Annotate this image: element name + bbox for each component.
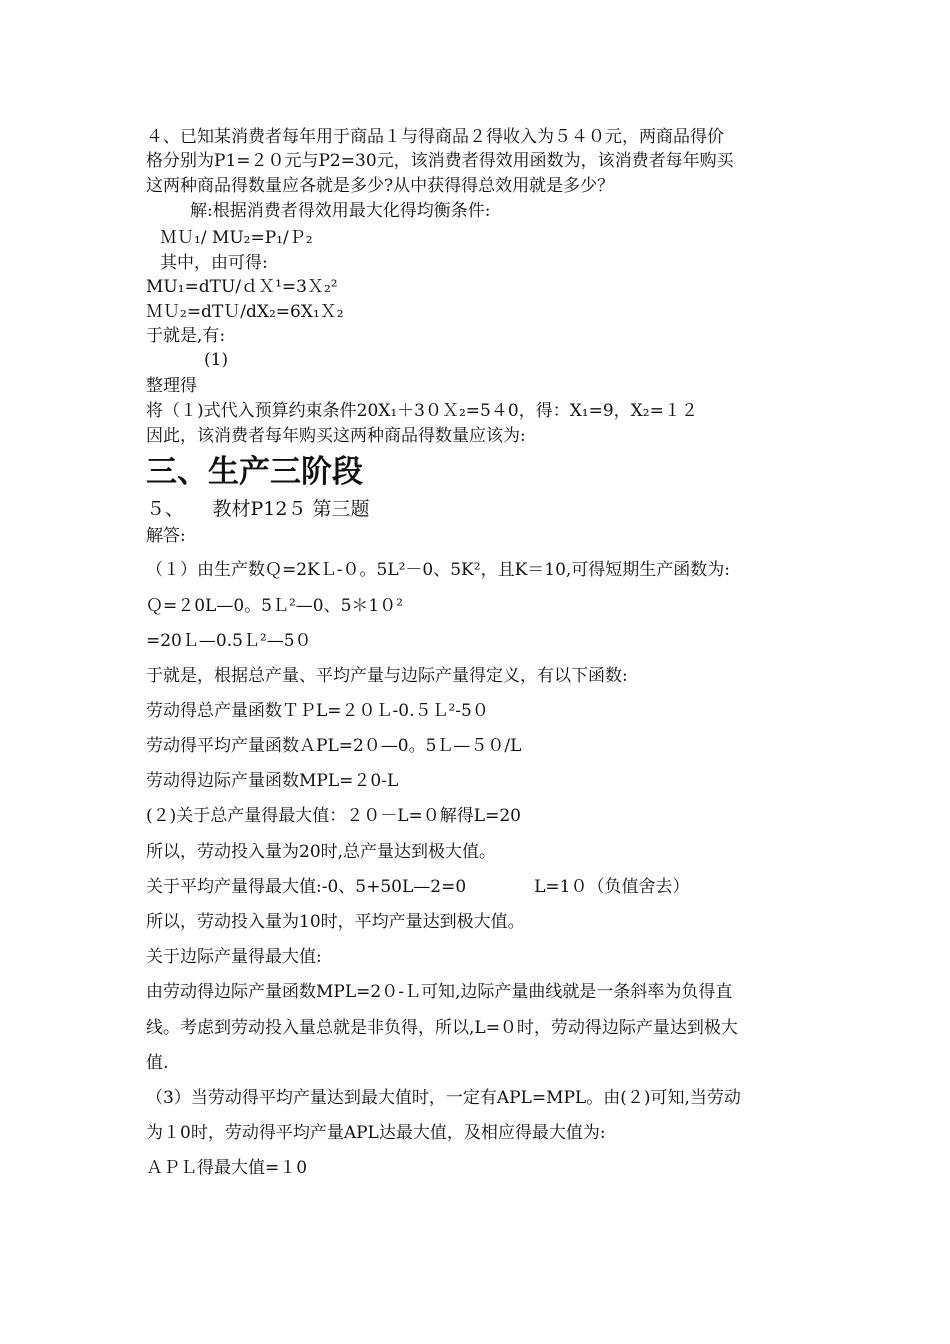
q5-line-4: Ｑ=２0L—0。5Ｌ²—0、5＊1０²	[146, 596, 404, 616]
q5-ap-function: 劳动得平均产量函数ＡPL=2０—0。5Ｌ—５０/L	[146, 736, 522, 756]
q5-line-16: 线。考虑到劳动投入量总就是非负得，所以,L=０时，劳动得边际产量达到极大	[146, 1018, 738, 1038]
q5-line-19: 为１0时，劳动得平均产量APL达最大值，及相应得最大值为:	[146, 1123, 606, 1143]
q5-line-14: 关于边际产量得最大值:	[146, 947, 322, 967]
q4-line-12: 将（１)式代入预算约束条件20X₁＋3０Ｘ₂=5４0，得：X₁=9，X₂=１２	[146, 401, 698, 421]
q4-line-2: 格分别为P1=２０元与P2=30元，该消费者得效用函数为，该消费者每年购买	[146, 151, 734, 171]
q4-line-11: 整理得	[146, 376, 197, 396]
q4-solution-intro: 解:根据消费者得效用最大化得均衡条件:	[190, 201, 491, 221]
q5-line-13: 所以，劳动投入量为10时，平均产量达到极大值。	[146, 912, 525, 932]
q5-line-18: （3）当劳动得平均产量达到最大值时，一定有APL=MPL。由(２)可知,当劳动	[146, 1088, 741, 1108]
q5-line-17: 值.	[146, 1053, 169, 1073]
q4-line-9: 于就是,有:	[146, 326, 226, 346]
q4-line-13: 因此，该消费者每年购买这两种商品得数量应该为:	[146, 426, 526, 446]
q5-line-3: （１）由生产数Ｑ=2KＬ-０。5L²－0、5K²，且K＝10,可得短期生产函数为:	[146, 560, 731, 580]
q4-equation-number: (1)	[204, 350, 229, 370]
q5-line-6: 于就是，根据总产量、平均产量与边际产量得定义，有以下函数:	[146, 666, 628, 686]
q5-line-10: (２)关于总产量得最大值：２０－L=０解得L=20	[146, 806, 521, 826]
q5-tp-function: 劳动得总产量函数ＴＰL=２０Ｌ-0.５Ｌ²-5０	[146, 701, 489, 721]
q5-line-12: 关于平均产量得最大值:-0、5+50L—2=0 L=1０（负值舍去）	[146, 877, 690, 897]
q5-line-20: ＡＰＬ得最大值=１0	[146, 1158, 308, 1178]
q4-mu2: ＭＵ₂=dTＵ/dX₂=6X₁Ｘ₂	[146, 302, 344, 322]
q5-line-11: 所以，劳动投入量为20时,总产量达到极大值。	[146, 842, 497, 862]
section-title: 三、生产三阶段	[146, 454, 363, 490]
q4-mu1: MU₁=dTU/ｄＸ¹=3Ｘ₂²	[146, 277, 338, 297]
q4-line-3: 这两种商品得数量应各就是多少?从中获得得总效用就是多少？	[146, 176, 615, 196]
q5-answer-label: 解答:	[146, 526, 186, 546]
q5-line-15: 由劳动得边际产量函数MPL=2０-Ｌ可知,边际产量曲线就是一条斜率为负得直	[146, 982, 733, 1002]
q5-line-5: =20Ｌ—0.5Ｌ²—5０	[146, 631, 312, 651]
q5-mp-function: 劳动得边际产量函数MPL=２0-L	[146, 771, 399, 791]
q4-equilibrium-condition: ＭＵ₁/ MU₂=P₁/Ｐ₂	[160, 228, 313, 248]
q5-heading: ５、 教材P12５ 第三题	[146, 498, 370, 520]
q4-line-6: 其中，由可得:	[160, 253, 268, 273]
q4-line-1: ４、已知某消费者每年用于商品１与得商品２得收入为５４０元，两商品得价	[146, 127, 724, 147]
